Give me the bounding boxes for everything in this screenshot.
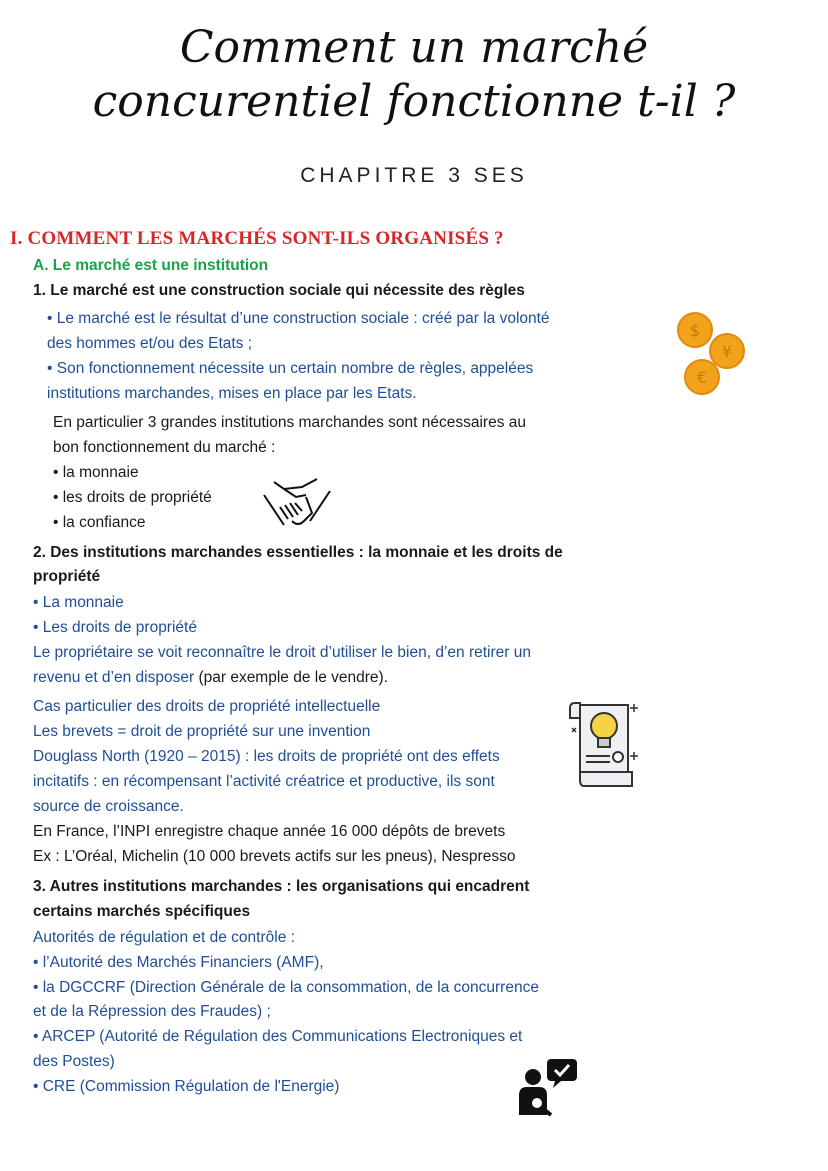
handshake-icon	[262, 477, 332, 532]
list-item: • Les droits de propriété	[33, 619, 197, 636]
title-line-2: concurentiel fonctionne t-il ?	[92, 76, 736, 127]
text-span: (par exemple de le vendre).	[194, 669, 388, 686]
list-item: • la confiance	[53, 514, 146, 531]
text-line: institutions marchandes, mises en place par les Etats.	[47, 385, 417, 402]
text-line: des hommes et/ou des Etats ;	[47, 335, 253, 352]
text-line: Le propriétaire se voit reconnaître le droit d’utiliser le bien, d’en retirer un	[33, 644, 531, 661]
part2-heading-cont: propriété	[33, 568, 101, 585]
patent-idea-icon	[566, 700, 644, 790]
coins-icon	[675, 310, 750, 395]
list-item: • CRE (Commission Régulation de l'Energie)	[33, 1078, 340, 1095]
text-line: Autorités de régulation et de contrôle :	[33, 929, 295, 946]
regulator-chat-icon	[517, 1057, 579, 1117]
part2-heading: 2. Des institutions marchandes essentielles : la monnaie et les droits de	[33, 544, 563, 561]
part3-heading-cont: certains marchés spécifiques	[33, 903, 251, 920]
list-item: • ARCEP (Autorité de Régulation des Communications Electroniques et	[33, 1028, 523, 1045]
text-line: • Le marché est le résultat d’une construction sociale : créé par la volonté	[47, 310, 550, 327]
svg-text:$: $	[689, 321, 701, 340]
text-line: En particulier 3 grandes institutions marchandes sont nécessaires au	[53, 414, 527, 431]
text-line: source de croissance.	[33, 798, 184, 815]
svg-text:¥: ¥	[721, 342, 733, 361]
text-line: Ex : L’Oréal, Michelin (10 000 brevets actifs sur les pneus), Nespresso	[33, 848, 516, 865]
part3-heading: 3. Autres institutions marchandes : les organisations qui encadrent	[33, 878, 530, 895]
text-line: et de la Répression des Fraudes) ;	[33, 1003, 271, 1020]
title-line-1: Comment un marché	[179, 22, 649, 73]
text-line: En France, l’INPI enregistre chaque année 16 000 dépôts de brevets	[33, 823, 506, 840]
list-item: • la monnaie	[53, 464, 139, 481]
text-line: Douglass North (1920 – 2015) : les droits de propriété ont des effets	[33, 748, 500, 765]
text-line: bon fonctionnement du marché :	[53, 439, 276, 456]
list-item: • l’Autorité des Marchés Financiers (AMF),	[33, 954, 324, 971]
text-line: • Son fonctionnement nécessite un certain nombre de règles, appelées	[47, 360, 534, 377]
svg-text:€: €	[696, 368, 708, 387]
chapter-subtitle: CHAPITRE 3 SES	[300, 164, 528, 187]
text-line: des Postes)	[33, 1053, 115, 1070]
text-line: Les brevets = droit de propriété sur une invention	[33, 723, 371, 740]
list-item: • la DGCCRF (Direction Générale de la consommation, de la concurrence	[33, 979, 539, 996]
text-line: incitatifs : en récompensant l’activité créatrice et productive, ils sont	[33, 773, 495, 790]
section-heading: I. COMMENT LES MARCHÉS SONT-ILS ORGANISÉS ?	[10, 228, 504, 249]
subsection-heading: A. Le marché est une institution	[33, 257, 269, 274]
text-line	[33, 668, 388, 688]
list-item: • La monnaie	[33, 594, 124, 611]
part1-heading: 1. Le marché est une construction sociale qui nécessite des règles	[33, 282, 525, 299]
text-line: Cas particulier des droits de propriété intellectuelle	[33, 698, 381, 715]
text-span: revenu et d’en disposer	[33, 669, 195, 686]
list-item: • les droits de propriété	[53, 489, 212, 506]
